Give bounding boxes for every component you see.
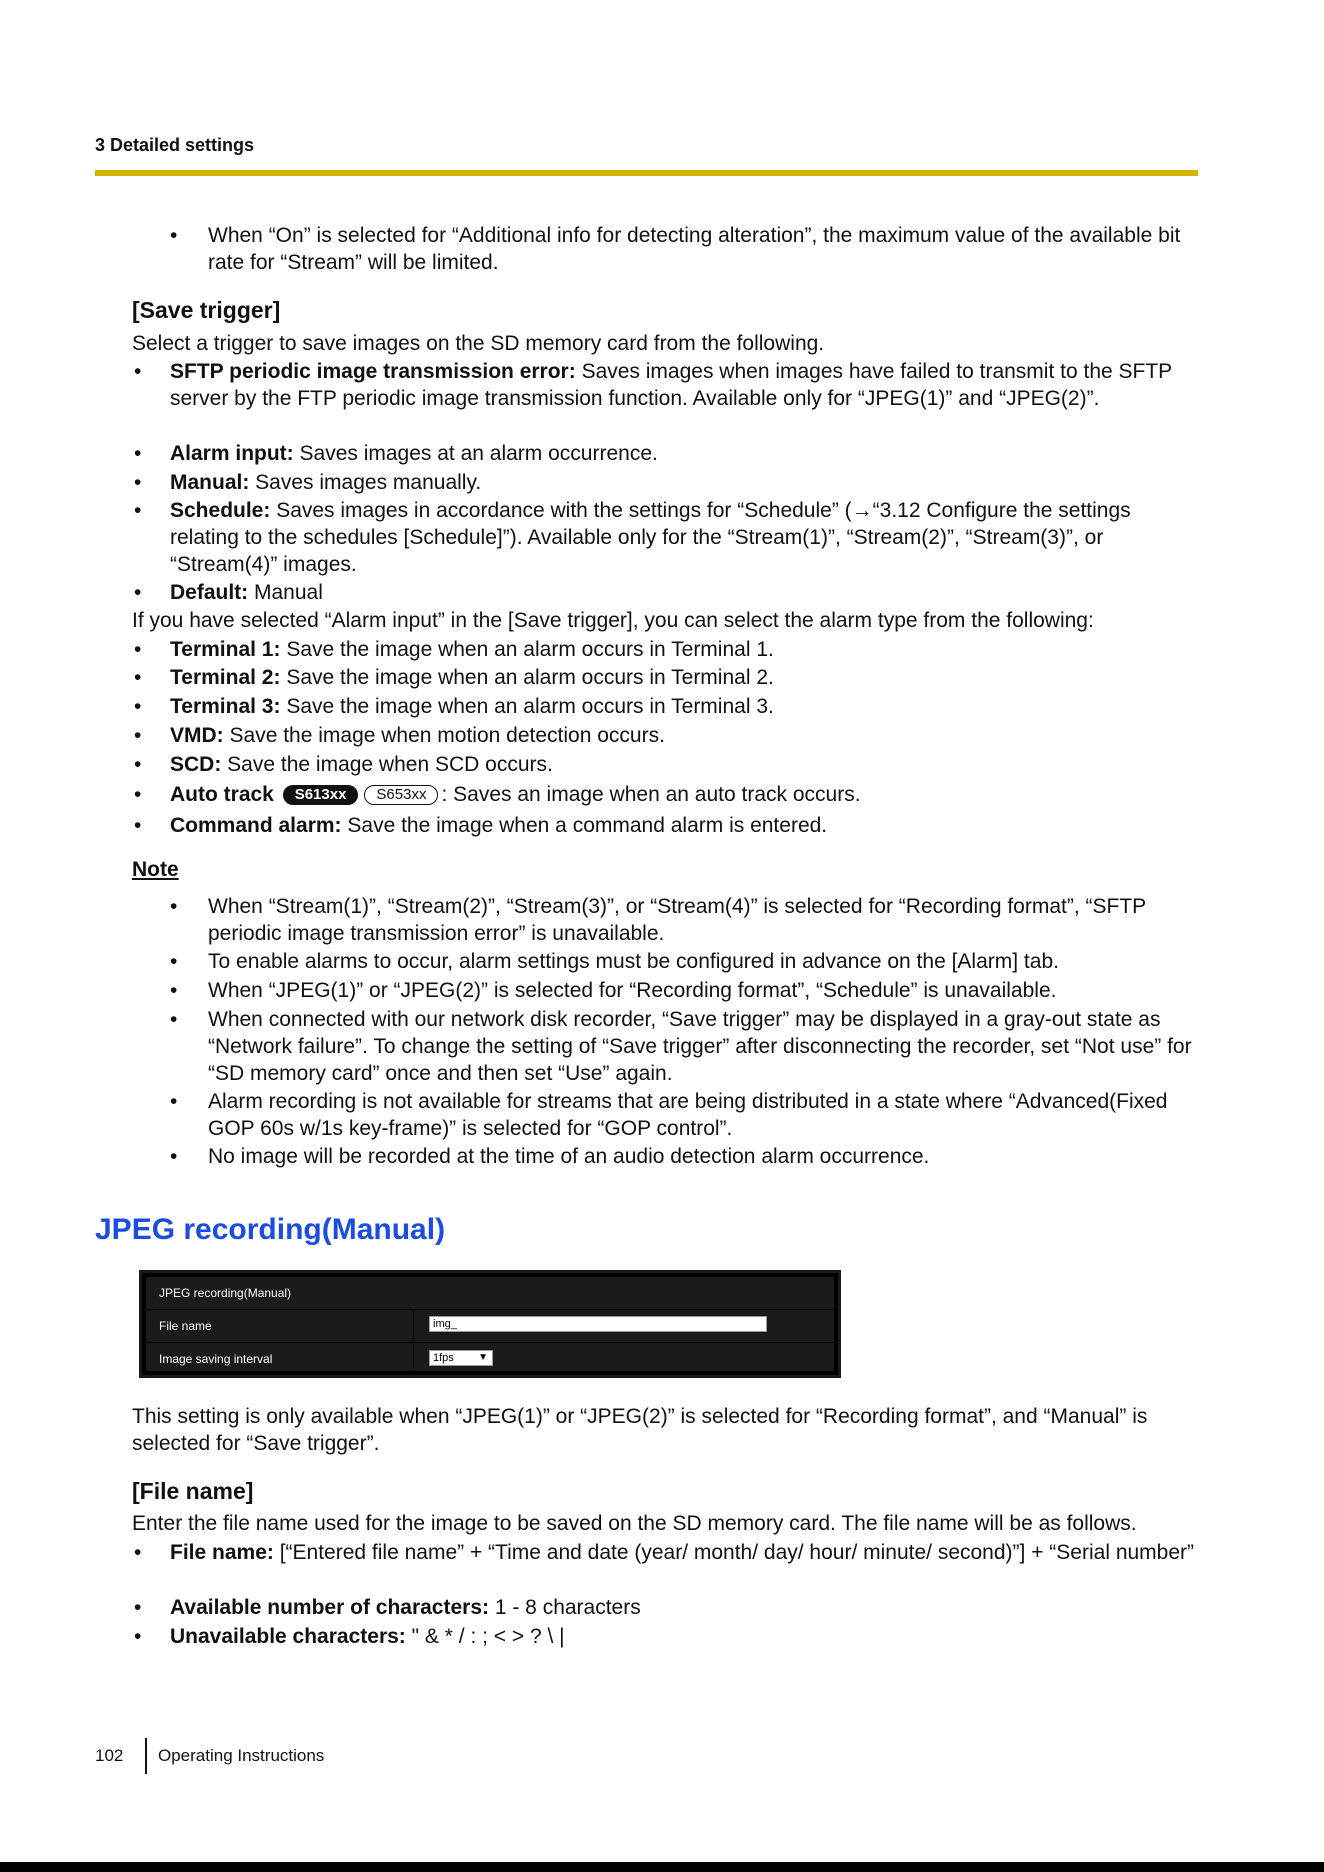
bullet-icon: • [134,1625,142,1648]
interval-label: Image saving interval [159,1352,273,1366]
interval-value: 1fps [433,1352,454,1364]
term: Alarm input: [170,442,294,465]
header-rule [95,170,1198,176]
bullet-icon: • [134,753,142,776]
desc: Manual [248,581,323,604]
note-item: When connected with our network disk recorder, “Save trigger” may be displayed in a gray-out state as “Network failure”. To change the setting of “Save trigger” after disconnecting the recorder, set “Not use” for “SD memory card” once and then set “Use” again. [208,1008,1192,1085]
bullet-icon: • [134,442,142,465]
save-trigger-intro: Select a trigger to save images on the SD memory card from the following. [132,332,825,355]
bullet-icon: • [170,895,178,918]
save-trigger-item [170,579,1200,606]
file-name-item [170,1539,1200,1566]
bullet-icon: • [170,224,178,247]
term: Terminal 2: [170,666,281,689]
term: Unavailable characters: [170,1625,406,1648]
settings-panel-screenshot [139,1270,841,1378]
save-trigger-item [170,440,1200,467]
desc: Saves images when images have failed to transmit to the SFTP server by the FTP periodic image transmission function. Available only for “JPEG(1)” and “JPEG(2)”. [170,360,1172,410]
bullet-icon: • [134,1596,142,1619]
note-item: When “Stream(1)”, “Stream(2)”, “Stream(3)”, or “Stream(4)” is selected for “Recording format”, “SFTP periodic image transmission error” is unavailable. [208,895,1146,945]
bullet-icon: • [170,1008,178,1031]
bullet-icon: • [134,638,142,661]
panel-title: JPEG recording(Manual) [159,1286,292,1300]
alarm-item [170,812,1200,839]
jpeg-manual-heading: JPEG recording(Manual) [95,1213,446,1246]
file-name-label: File name [159,1319,212,1333]
column-divider [413,1310,414,1342]
desc: : Saves an image when an auto track occurs. [441,783,861,806]
interval-select[interactable] [429,1350,493,1366]
alarm-item [170,722,1200,749]
term: SCD: [170,753,222,776]
alarm-item [170,751,1200,778]
term: Default: [170,581,249,604]
interval-row [146,1343,834,1375]
bullet-icon: • [134,471,142,494]
bullet-icon: • [134,666,142,689]
term: VMD: [170,724,224,747]
term: Manual: [170,471,250,494]
bullet-icon: • [134,499,142,522]
bullet-icon: • [134,724,142,747]
alarm-item [170,664,1200,691]
file-name-row [146,1310,834,1343]
alarm-item [170,781,1200,808]
term: Schedule: [170,499,271,522]
bullet-icon: • [134,1541,142,1564]
page-bottom-edge [0,1862,1324,1872]
file-name-heading: [File name] [132,1478,254,1504]
save-trigger-item [170,497,1200,578]
panel-title-row [146,1277,834,1310]
alarm-intro: If you have selected “Alarm input” in the [Save trigger], you can select the alarm type from the following: [132,609,1094,632]
term: SFTP periodic image transmission error: [170,360,576,383]
save-trigger-item [170,358,1200,412]
save-trigger-heading: [Save trigger] [132,297,281,323]
column-divider [413,1343,414,1375]
section-header: 3 Detailed settings [95,135,255,155]
footer-divider [145,1738,147,1774]
bullet-icon: • [170,1145,178,1168]
bullet-icon: • [134,783,142,806]
bullet-icon: • [134,695,142,718]
bullet-icon: • [170,979,178,1002]
file-name-intro: Enter the file name used for the image to be saved on the SD memory card. The file name will be as follows. [132,1512,1137,1535]
bullet-icon: • [134,360,142,383]
file-name-item [170,1623,1200,1650]
save-trigger-item [170,469,1200,496]
desc: 1 - 8 characters [489,1596,641,1619]
desc: Save the image when motion detection occurs. [223,724,665,747]
desc: Saves images in accordance with the settings for “Schedule” (→“3.12 Configure the settings relating to the schedules [Schedule]”). Available only for the “Stream(1)”, “Stream(2)”, “Stream(3)”, or “Stream(4)” images. [170,499,1131,576]
chevron-down-icon: ▼ [478,1352,488,1363]
file-name-input[interactable]: img_ [429,1316,767,1332]
note-item: No image will be recorded at the time of an audio detection alarm occurrence. [208,1145,930,1168]
desc: Save the image when an alarm occurs in Terminal 2. [280,666,774,689]
note-label: Note [132,858,179,881]
desc: Save the image when an alarm occurs in Terminal 3. [280,695,774,718]
desc: Save the image when a command alarm is entered. [341,814,828,837]
bullet-icon: • [170,1090,178,1113]
bullet-icon: • [134,814,142,837]
bullet-icon: • [170,950,178,973]
desc: Saves images manually. [249,471,482,494]
desc: " & * / : ; < > ? \ | [405,1625,565,1648]
model-badge-filled: S613xx [283,785,359,805]
term: Available number of characters: [170,1596,489,1619]
alarm-item [170,636,1200,663]
intro-bullet-text: When “On” is selected for “Additional info for detecting alteration”, the maximum value of the available bit rate for “Stream” will be limited. [208,224,1181,274]
file-name-item [170,1594,1200,1621]
desc: Saves images at an alarm occurrence. [293,442,658,465]
note-item: Alarm recording is not available for streams that are being distributed in a state where “Advanced(Fixed GOP 60s w/1s key-frame)” is selected for “GOP control”. [208,1090,1168,1140]
term: Auto track [170,783,274,806]
term: Terminal 3: [170,695,281,718]
note-item: To enable alarms to occur, alarm settings must be configured in advance on the [Alarm] tab. [208,950,1059,973]
note-item: When “JPEG(1)” or “JPEG(2)” is selected for “Recording format”, “Schedule” is unavailable. [208,979,1057,1002]
desc: [“Entered file name” + “Time and date (year/ month/ day/ hour/ minute/ second)”] + “Serial number” [273,1541,1195,1564]
term: File name: [170,1541,274,1564]
bullet-icon: • [134,581,142,604]
term: Command alarm: [170,814,342,837]
footer-title: Operating Instructions [158,1746,325,1765]
jpeg-manual-description: This setting is only available when “JPEG(1)” or “JPEG(2)” is selected for “Recording format”, and “Manual” is selected for “Save trigger”. [132,1405,1148,1455]
desc: Save the image when SCD occurs. [221,753,553,776]
alarm-item [170,693,1200,720]
model-badge-outline: S653xx [364,785,438,805]
page-number: 102 [95,1746,124,1765]
desc: Save the image when an alarm occurs in Terminal 1. [280,638,774,661]
term: Terminal 1: [170,638,281,661]
